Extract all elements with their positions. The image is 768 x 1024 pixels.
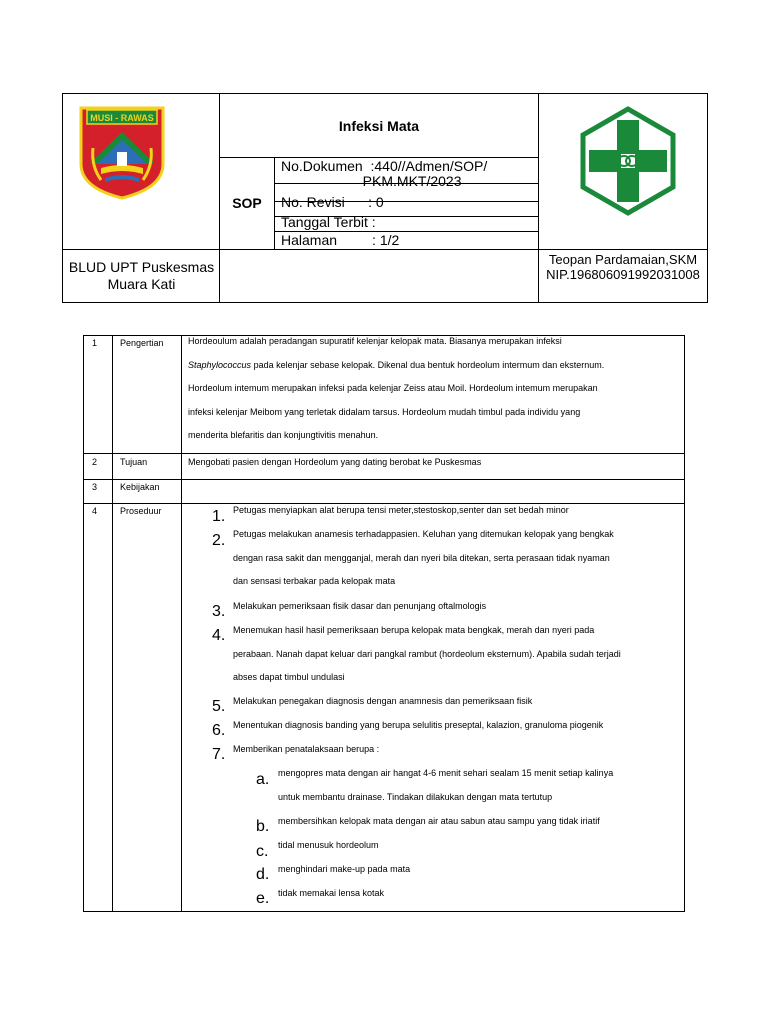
step-text: Petugas menyiapkan alat berupa tensi meter,stestoskop,senter dan set bedah minor (233, 505, 569, 515)
substep-letter: e. (256, 890, 270, 907)
pengertian-line: infeksi kelenjar Meibom yang terletak didalam tarsus. Hordeolum mudah timbul pada individu yang (188, 406, 581, 417)
row-label-prosedur: Proseduur (120, 506, 162, 516)
step-text: Melakukan pemeriksaan fisik dasar dan penunjang oftalmologis (233, 601, 487, 611)
step-number: 3. (212, 603, 226, 620)
step-number: 1. (212, 508, 226, 525)
pengertian-text (188, 330, 678, 448)
step-number: 6. (212, 722, 226, 739)
substep-text: menghindari make-up pada mata (278, 864, 411, 874)
meta-page: Halaman : 1/2 (281, 232, 400, 248)
substep-text: mengopres mata dengan air hangat 4-6 menit sehari sealam 15 menit setiap kalinya untuk membantu drainase. Tindakan dilakukan dengan mata tertutup (278, 768, 614, 802)
substep-text: tidal menusuk hordeolum (278, 840, 379, 850)
row-label-pengertian: Pengertian (120, 338, 164, 348)
row-number: 1 (92, 338, 98, 348)
signatory-block (539, 249, 707, 303)
step-text: Petugas melakukan anamesis terhadappasien. Keluhan yang ditemukan kelopak yang bengkak dengan rasa sakit dan mengganjal, merah dan nyeri bila ditekan, serta perasaan tidak nyaman dan sensasi terbakar pada kelopak mata (233, 529, 614, 586)
pengertian-line: Hordeoulum adalah peradangan supuratif kelenjar kelopak mata. Biasanya merupakan infeksi (188, 336, 562, 346)
meta-document-number-cont: PKM.MKT/2023 (281, 173, 462, 189)
signatory-name: Teopan Pardamaian,SKM (548, 252, 698, 267)
pengertian-line: Staphylococcus pada kelenjar sebase kelopak. Dikenal dua bentuk hordeolum intermum dan eksternum. (188, 359, 605, 370)
row-number: 4 (92, 506, 98, 516)
substep-letter: d. (256, 866, 270, 883)
musi-rawas-emblem-icon (77, 104, 167, 200)
puskesmas-logo-icon (573, 106, 683, 216)
meta-document-number: No.Dokumen :440//Admen/SOP/ (281, 158, 488, 174)
step-number: 7. (212, 746, 226, 763)
substep-letter: a. (256, 771, 270, 788)
step-number: 5. (212, 698, 226, 715)
substep-text: membersihkan kelopak mata dengan air atau sabun atau sampu yang tidak iriatif (278, 816, 600, 826)
step-text: Memberikan penatalaksaan berupa : (233, 744, 380, 754)
row-label-tujuan: Tujuan (120, 457, 148, 467)
step-number: 2. (212, 532, 226, 549)
document-title: Infeksi Mata (338, 117, 420, 134)
tujuan-text: Mengobati pasien dengan Hordeolum yang dating berobat ke Puskesmas (188, 457, 482, 467)
step-text: Menemukan hasil hasil pemeriksaan berupa kelopak mata bengkak, merah dan nyeri pada perabaan. Nanah dapat keluar dari pangkal rambut (hordeolum eksternum). Apabila sudah terjadi abses dapat timbul undulasi (233, 625, 621, 682)
substep-letter: b. (256, 818, 270, 835)
meta-revision: No. Revisi : 0 (281, 194, 384, 210)
step-number: 4. (212, 627, 226, 644)
sop-table (83, 335, 685, 912)
sop-header (62, 93, 708, 303)
meta-issue-date: Tanggal Terbit : (281, 214, 376, 230)
row-number: 3 (92, 482, 98, 492)
row-number: 2 (92, 457, 98, 467)
substep-text: tidak memakai lensa kotak (278, 888, 385, 898)
pengertian-line: menderita blefaritis dan konjungtivitis menahun. (188, 430, 379, 440)
substep-letter: c. (256, 843, 269, 860)
row-label-kebijakan: Kebijakan (120, 482, 160, 492)
step-text: Menentukan diagnosis banding yang berupa selulitis preseptal, kalazion, granuloma piogenik (233, 720, 604, 730)
svg-text:MUSI - RAWAS: MUSI - RAWAS (90, 113, 154, 123)
organization-name: BLUD UPT Puskesmas Muara Kati (68, 259, 215, 292)
italic-term: Staphylococcus (188, 359, 252, 370)
step-text: Melakukan penegakan diagnosis dengan anamnesis dan pemeriksaan fisik (233, 696, 533, 706)
pengertian-line: Hordeolum intemum merupakan infeksi pada kelenjar Zeiss atau Moil. Hordeolum intemum merupakan (188, 383, 598, 393)
signatory-nip: NIP.196806091992031008 (546, 267, 700, 282)
sop-label: SOP (232, 195, 262, 211)
